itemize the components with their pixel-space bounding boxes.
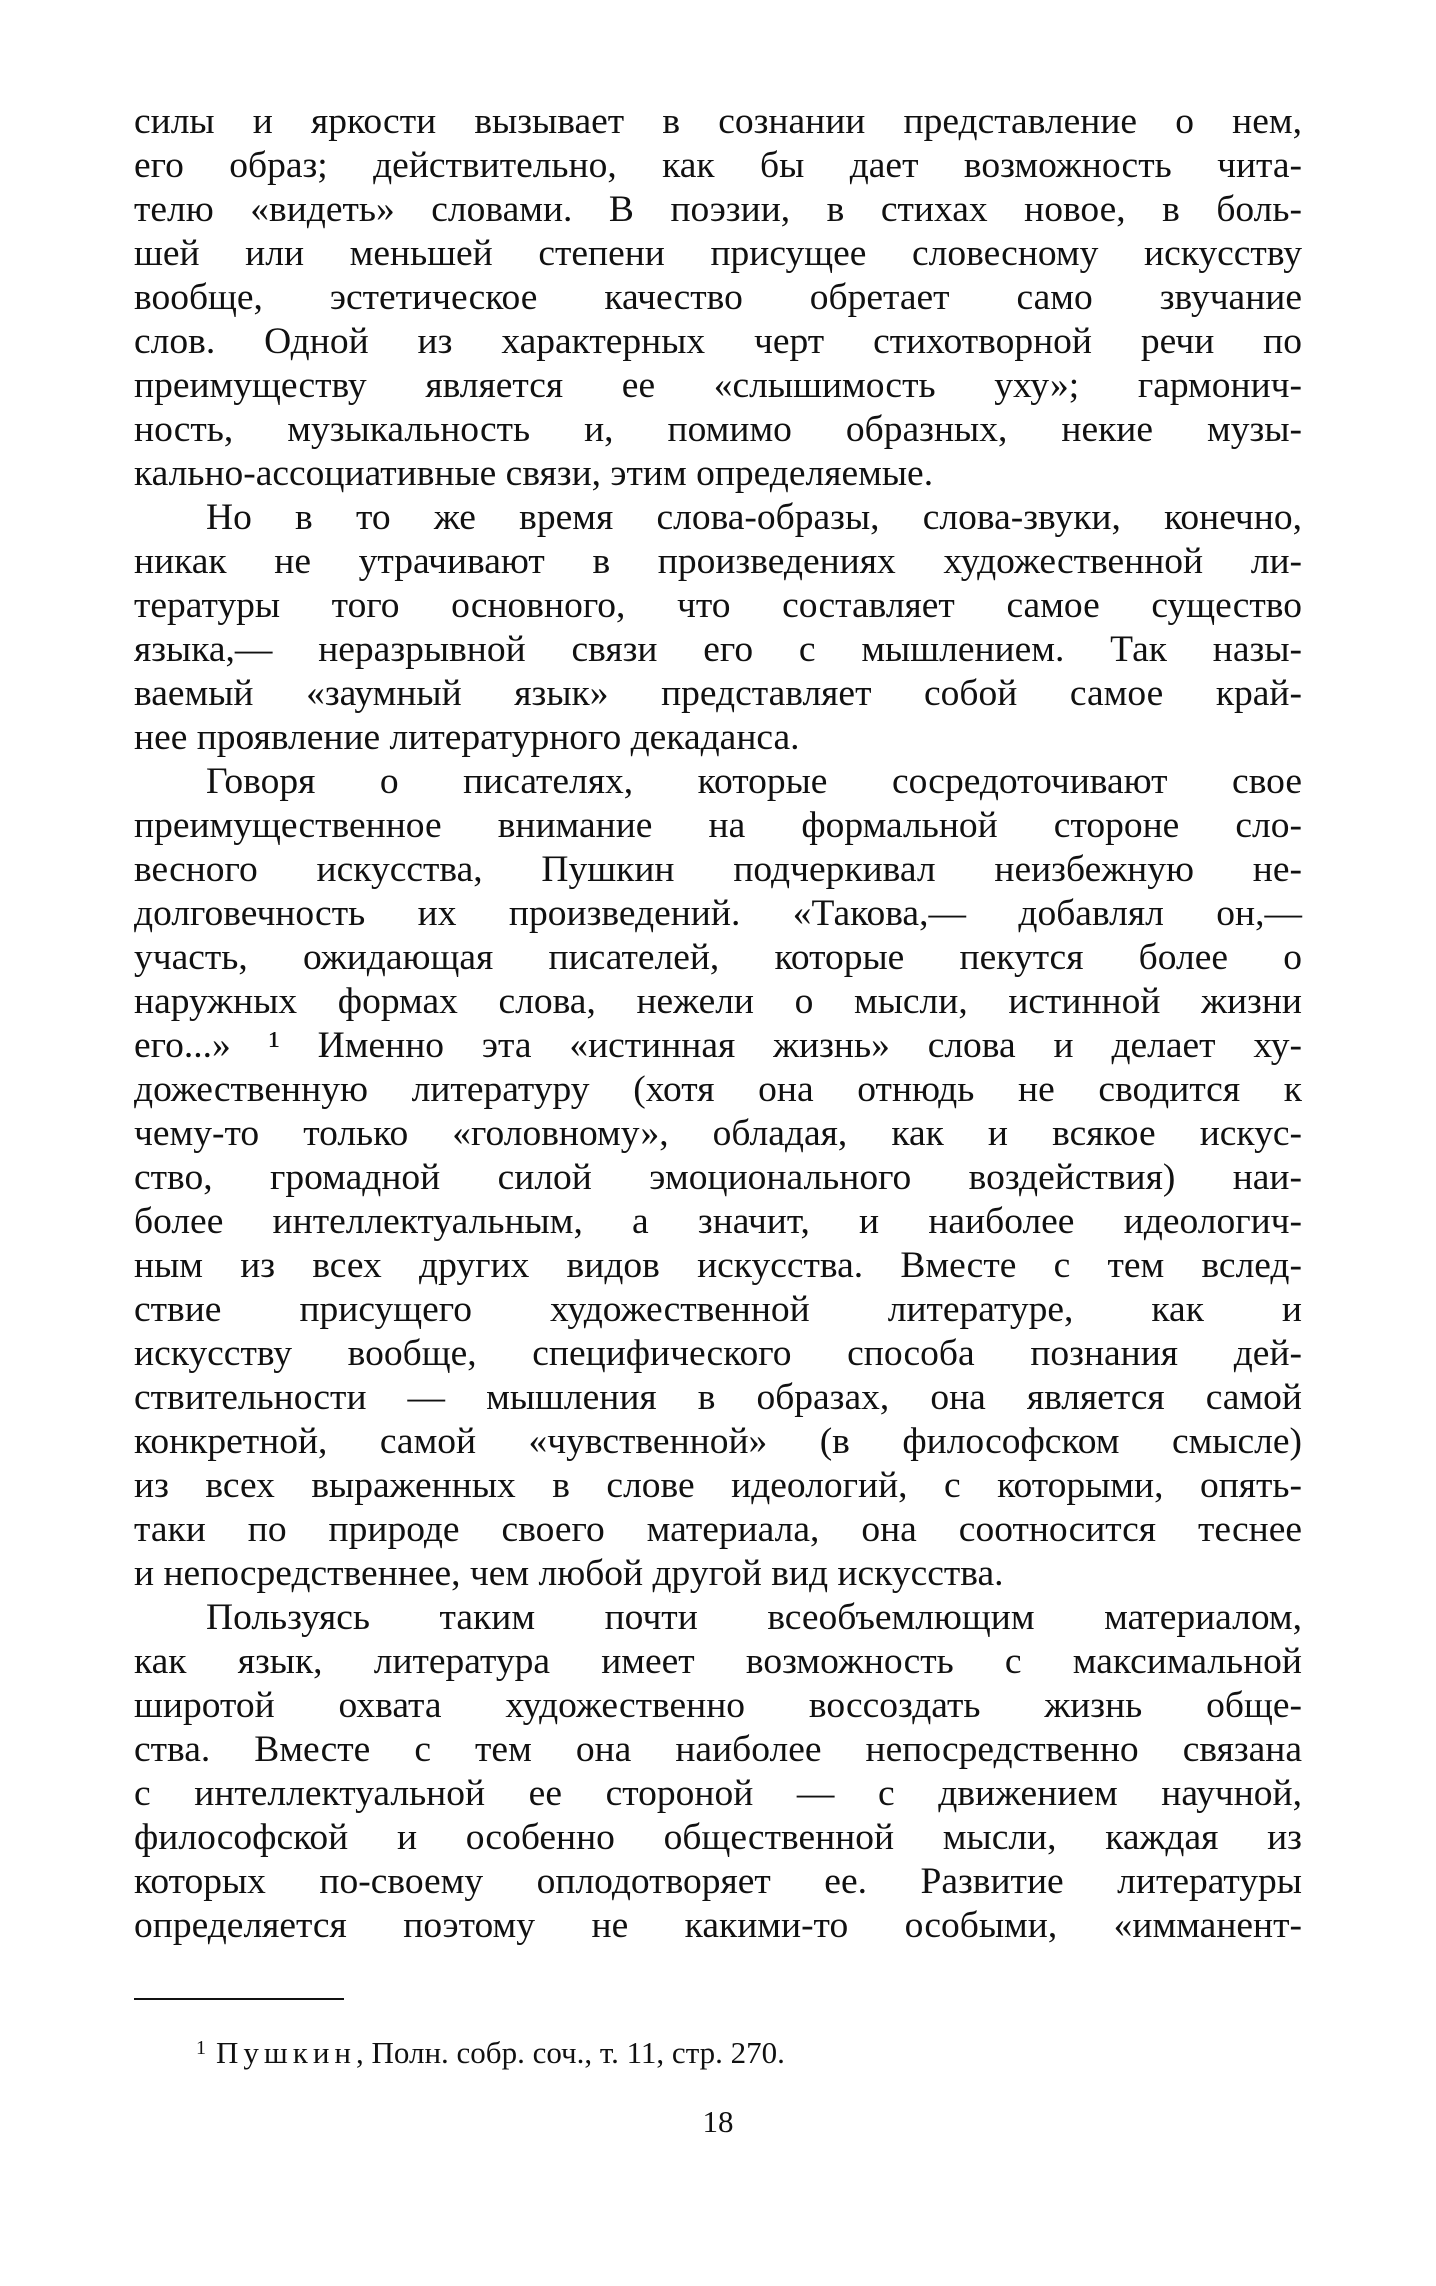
text-line: конкретной, самой «чувственной» (в философском смысле) bbox=[134, 1421, 1302, 1462]
text-line: с интеллектуальной ее стороной — с движением научной, bbox=[134, 1773, 1302, 1814]
text-line: телю «видеть» словами. В поэзии, в стихах новое, в боль- bbox=[134, 189, 1302, 230]
text-line: Говоря о писателях, которые сосредоточивают свое bbox=[206, 761, 1302, 802]
text-line: преимуществу является ее «слышимость уху»; гармонич- bbox=[134, 365, 1302, 406]
text-line: слов. Одной из характерных черт стихотворной речи по bbox=[134, 321, 1302, 362]
paragraph-2 bbox=[134, 496, 1302, 760]
page-number: 18 bbox=[702, 2104, 734, 2139]
text-line: языка,— неразрывной связи его с мышлением. Так назы- bbox=[134, 629, 1302, 670]
text-line: ство, громадной силой эмоционального воздействия) наи- bbox=[134, 1157, 1302, 1198]
text-line: Пользуясь таким почти всеобъемлющим материалом, bbox=[206, 1597, 1302, 1638]
footnote-divider bbox=[134, 1998, 344, 2000]
footnote-text: , Полн. собр. соч., т. 11, стр. 270. bbox=[356, 2035, 785, 2070]
text-line: тературы того основного, что составляет самое существо bbox=[134, 585, 1302, 626]
text-line: ствие присущего художественной литературе, как и bbox=[134, 1289, 1302, 1330]
text-line: участь, ожидающая писателей, которые пекутся более о bbox=[134, 937, 1302, 978]
text-line: ность, музыкальность и, помимо образных, некие музы- bbox=[134, 409, 1302, 450]
paragraph-4 bbox=[134, 1596, 1302, 1948]
text-line: ствительности — мышления в образах, она является самой bbox=[134, 1377, 1302, 1418]
text-line: кально-ассоциативные связи, этим определяемые. bbox=[134, 453, 934, 494]
text-line: дожественную литературу (хотя она отнюдь не сводится к bbox=[134, 1069, 1302, 1110]
text-line: никак не утрачивают в произведениях художественной ли- bbox=[134, 541, 1302, 582]
text-line: ным из всех других видов искусства. Вместе с тем вслед- bbox=[134, 1245, 1302, 1286]
text-line: Но в то же время слова-образы, слова-звуки, конечно, bbox=[206, 497, 1302, 538]
text-line: вообще, эстетическое качество обретает само звучание bbox=[134, 277, 1302, 318]
text-line: определяется поэтому не какими-то особыми, «имманент- bbox=[134, 1905, 1302, 1946]
text-line: преимущественное внимание на формальной стороне сло- bbox=[134, 805, 1302, 846]
text-line: философской и особенно общественной мысли, каждая из bbox=[134, 1817, 1302, 1858]
text-line: нее проявление литературного декаданса. bbox=[134, 717, 800, 758]
paragraph-1 bbox=[134, 100, 1302, 496]
text-line: из всех выраженных в слове идеологий, с которыми, опять- bbox=[134, 1465, 1302, 1506]
text-line: чему-то только «головному», обладая, как и всякое искус- bbox=[134, 1113, 1302, 1154]
footnote bbox=[196, 2028, 785, 2073]
text-line: как язык, литература имеет возможность с максимальной bbox=[134, 1641, 1302, 1682]
text-line: силы и яркости вызывает в сознании представление о нем, bbox=[134, 101, 1302, 142]
footnote-marker: 1 bbox=[196, 2037, 206, 2059]
text-line: весного искусства, Пушкин подчеркивал неизбежную не- bbox=[134, 849, 1302, 890]
text-line: таки по природе своего материала, она соотносится теснее bbox=[134, 1509, 1302, 1550]
text-line: широтой охвата художественно воссоздать жизнь обще- bbox=[134, 1685, 1302, 1726]
footnote-author: Пушкин bbox=[216, 2035, 356, 2070]
paragraph-3 bbox=[134, 760, 1302, 1596]
text-line: которых по-своему оплодотворяет ее. Развитие литературы bbox=[134, 1861, 1302, 1902]
text-line: и непосредственнее, чем любой другой вид искусства. bbox=[134, 1553, 1004, 1594]
text-line: более интеллектуальным, а значит, и наиболее идеологич- bbox=[134, 1201, 1302, 1242]
text-line: наружных формах слова, нежели о мысли, истинной жизни bbox=[134, 981, 1302, 1022]
text-line: его образ; действительно, как бы дает возможность чита- bbox=[134, 145, 1302, 186]
text-line: его...» ¹ Именно эта «истинная жизнь» слова и делает ху- bbox=[134, 1025, 1302, 1066]
text-line: ваемый «заумный язык» представляет собой самое край- bbox=[134, 673, 1302, 714]
text-line: долговечность их произведений. «Такова,— добавлял он,— bbox=[134, 893, 1302, 934]
text-line: ства. Вместе с тем она наиболее непосредственно связана bbox=[134, 1729, 1302, 1770]
text-line: искусству вообще, специфического способа познания дей- bbox=[134, 1333, 1302, 1374]
text-line: шей или меньшей степени присущее словесному искусству bbox=[134, 233, 1302, 274]
main-text bbox=[134, 100, 1302, 1948]
